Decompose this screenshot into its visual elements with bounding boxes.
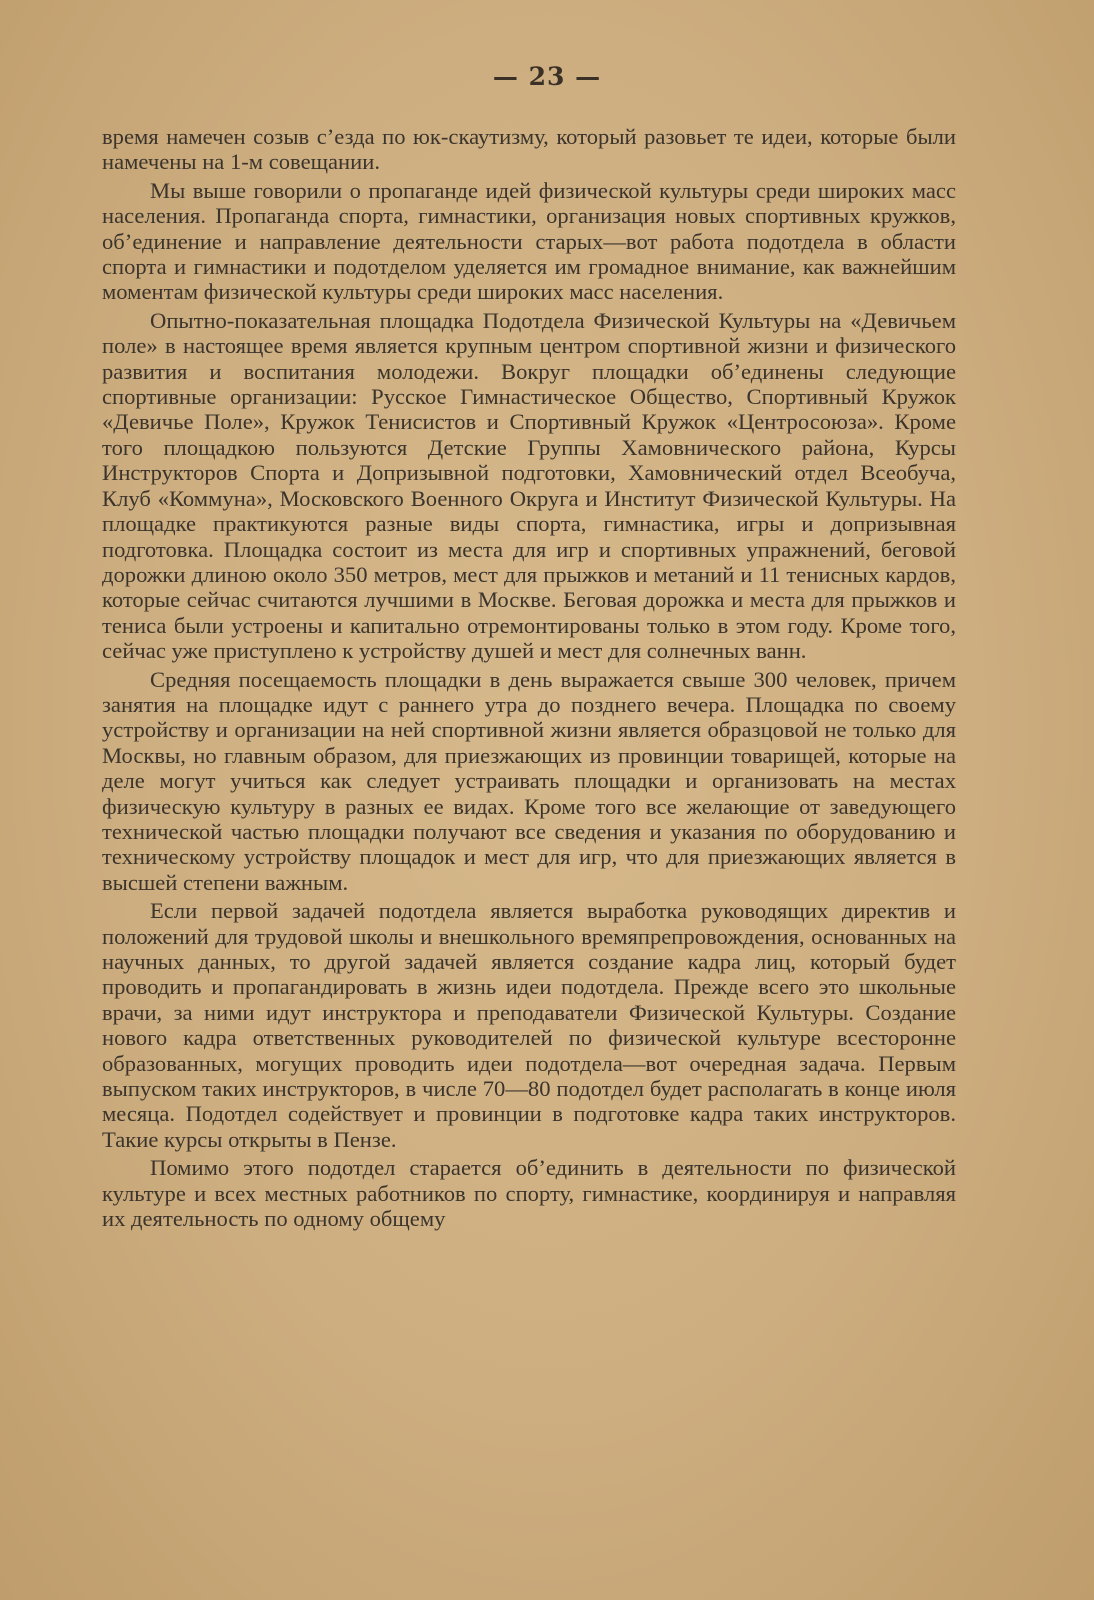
paragraph-cadre-training: Если первой задачей подотдела является выработка руководящих директив и положений для трудовой школы и внешкольного времяпрепровождения, основанных на научных данных, то другой задачей является создание кадра лиц, который будет проводить и пропагандировать в жизнь идеи подотдела. Прежде всего это школьные врачи, за ними идут инструктора и преподаватели Физической Культуры. Создание нового кадра ответственных руководителей по физической культуре всесторонне образованных, могущих проводить идеи подотдела—вот очередная задача. Первым выпуском таких инструкторов, в числе 70—80 подотдел будет располагать в конце июля месяца. Подотдел содействует и провинции в подготовке кадра таких инструкторов. Такие курсы открыты в Пензе.: [102, 898, 956, 1152]
paragraph-propaganda: Мы выше говорили о пропаганде идей физической культуры среди широких масс населения. Пропаганда спорта, гимнастики, организация новых спортивных кружков, об’единение и направление деятельности старых—вот работа подотдела в области спорта и гимнастики и подотделом уделяется им громадное внимание, как важнейшим моментам физической культуры среди широких масс населения.: [102, 177, 956, 305]
page-number: — 23 —: [492, 62, 602, 91]
paragraph-demonstration-ground: Опытно-показательная площадка Подотдела Физической Культуры на «Девичьем поле» в настоящее время является крупным центром спортивной жизни и физического развития и воспитания молодежи. Вокруг площадки об’единены следующие спортивные организации: Русское Гимнастическое Общество, Спортивный Кружок «Девичье Поле», Кружок Тенисистов и Спортивный Кружок «Центросоюза». Кроме того площадкою пользуются Детские Группы Хамовнического района, Курсы Инструкторов Спорта и Допризывной подготовки, Хамовнический отдел Всеобуча, Клуб «Коммуна», Московского Военного Округа и Институт Физической Культуры. На площадке практикуются разные виды спорта, гимнастика, игры и допризывная подготовка. Площадка состоит из места для игр и спортивных упражнений, беговой дорожки длиною около 350 метров, мест для прыжков и метаний и 11 тенисных кардов, которые сейчас считаются лучшими в Москве. Беговая дорожка и места для прыжков и тениса были устроены и капитально отремонтированы только в этом году. Кроме того, сейчас уже приступлено к устройству душей и мест для солнечных ванн.: [102, 307, 956, 664]
paragraph-coordination: Помимо этого подотдел старается об’единить в деятельности по физической культуре и всех местных работников по спорту, гимнастике, координируя и направляя их деятельность по одному общему: [102, 1155, 956, 1232]
body-text: [102, 124, 956, 1234]
paragraph-attendance: Средняя посещаемость площадки в день выражается свыше 300 человек, причем занятия на площадке идут с раннего утра до позднего вечера. Площадка по своему устройству и организации на ней спортивной жизни является образцовой не только для Москвы, но главным образом, для приезжающих из провинции товарищей, которые на деле могут учиться как следует устраивать площадки и организовать на местах физическую культуру в разных ее видах. Кроме того все желающие от заведующего технической частью площадки получают все сведения и указания по оборудованию и техническому устройству площадок и мест для игр, что для приезжающих является в высшей степени важным.: [102, 666, 956, 895]
paragraph-continuation: время намечен созыв с’езда по юк-скаутизму, который разовьет те идеи, которые были намечены на 1-м совещании.: [102, 124, 956, 175]
